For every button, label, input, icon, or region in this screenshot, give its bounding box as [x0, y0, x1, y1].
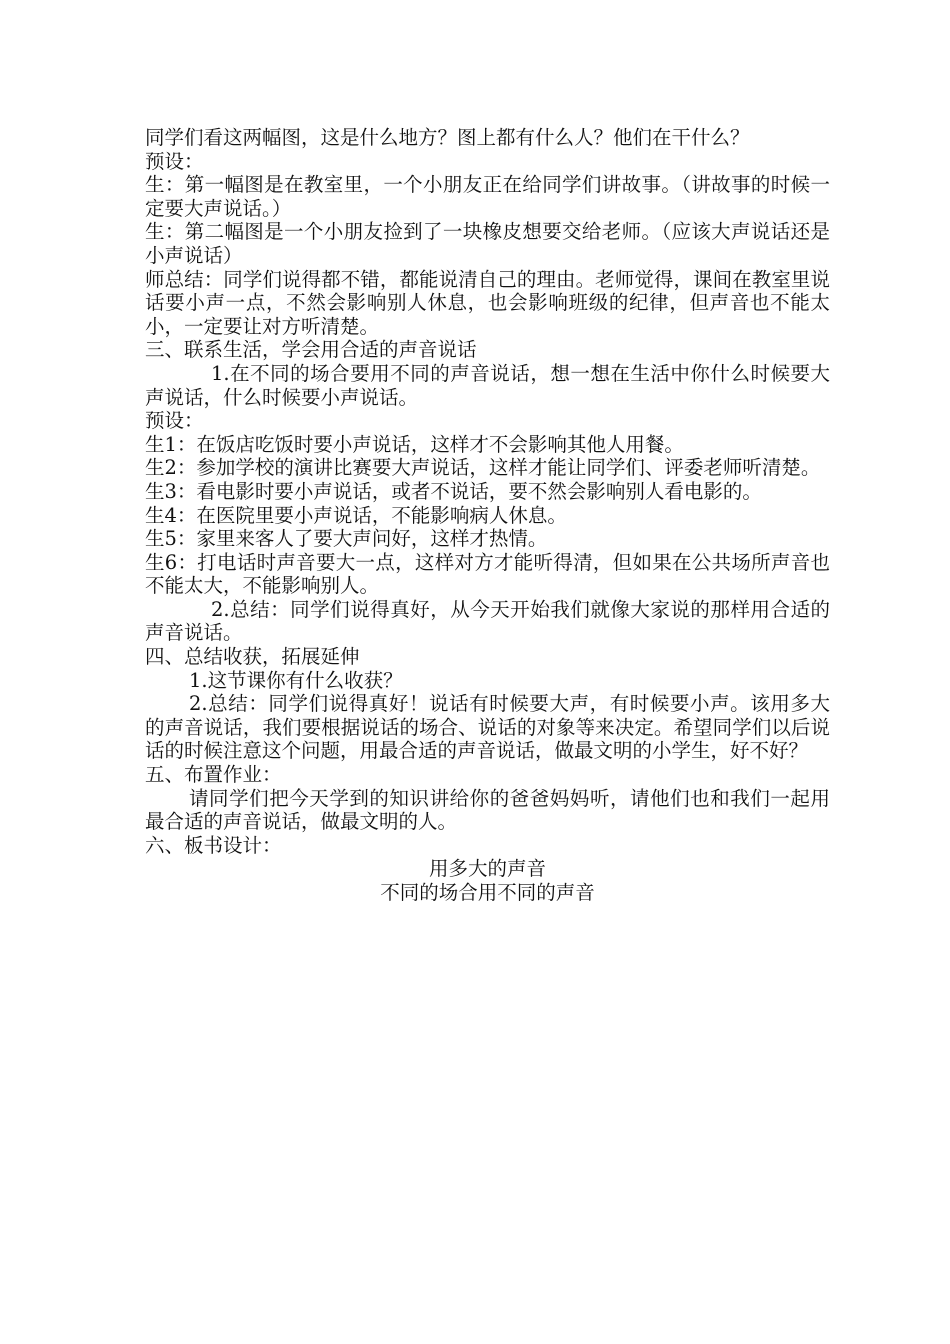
document-page [145, 126, 830, 905]
paragraph-question: 同学们看这两幅图，这是什么地方？图上都有什么人？他们在干什么？ [145, 126, 750, 149]
paragraph-student-2: 生2：参加学校的演讲比赛要大声说话，这样才能让同学们、评委老师听清楚。 [145, 456, 821, 480]
paragraph-student-answer-2: 生：第二幅图是一个小朋友捡到了一块橡皮想要交给老师。（应该大声说话还是小声说话） [145, 220, 830, 267]
paragraph-student-6: 生6：打电话时声音要大一点，这样对方才能听得清，但如果在公共场所声音也不能太大，不能影响别人。 [145, 550, 830, 598]
paragraph-item-1-harvest: 1.这节课你有什么收获？ [189, 668, 403, 692]
paragraph-preset-label: 预设： [145, 149, 204, 173]
paragraph-student-4: 生4：在医院里要小声说话，不能影响病人休息。 [145, 503, 567, 527]
paragraph-student-answer-1: 生：第一幅图是在教室里，一个小朋友正在给同学们讲故事。（讲故事的时候一定要大声说话。） [145, 173, 830, 220]
section-heading-6: 六、板书设计： [145, 833, 282, 857]
paragraph-student-3: 生3：看电影时要小声说话，或者不说话，要不然会影响别人看电影的。 [145, 479, 762, 503]
paragraph-teacher-summary: 师总结：同学们说得都不错，都能说清自己的理由。老师觉得，课间在教室里说话要小声一点，不然会影响别人休息，也会影响班级的纪律，但声音也不能太小，一定要让对方听清楚。 [145, 267, 830, 338]
paragraph-homework: 请同学们把今天学到的知识讲给你的爸爸妈妈听，请他们也和我们一起用最合适的声音说话，做最文明的人。 [145, 786, 830, 834]
board-design-line-1: 用多大的声音 [428, 857, 546, 881]
paragraph-item-2-summary: 2.总结：同学们说得真好，从今天开始我们就像大家说的那样用合适的声音说话。 [145, 597, 830, 645]
paragraph-item-2-conclusion: 2.总结：同学们说得真好！说话有时候要大声，有时候要小声。该用多大的声音说话，我们要根据说话的场合、说话的对象等来决定。希望同学们以后说话的时候注意这个问题，用最合适的声音说话，做最文明的小学生，好不好？ [145, 692, 830, 763]
paragraph-student-5: 生5：家里来客人了要大声问好，这样才热情。 [145, 527, 548, 551]
paragraph-preset-label-2: 预设： [145, 409, 204, 433]
section-heading-3: 三、联系生活，学会用合适的声音说话 [145, 338, 477, 362]
board-design-line-2: 不同的场合用不同的声音 [380, 881, 595, 904]
section-heading-4: 四、总结收获，拓展延伸 [145, 645, 360, 669]
paragraph-item-1: 1.在不同的场合要用不同的声音说话，想一想在生活中你什么时候要大声说话，什么时候要小声说话。 [145, 361, 830, 409]
section-heading-5: 五、布置作业： [145, 763, 282, 787]
paragraph-student-1: 生1：在饭店吃饭时要小声说话，这样才不会影响其他人用餐。 [145, 432, 684, 456]
